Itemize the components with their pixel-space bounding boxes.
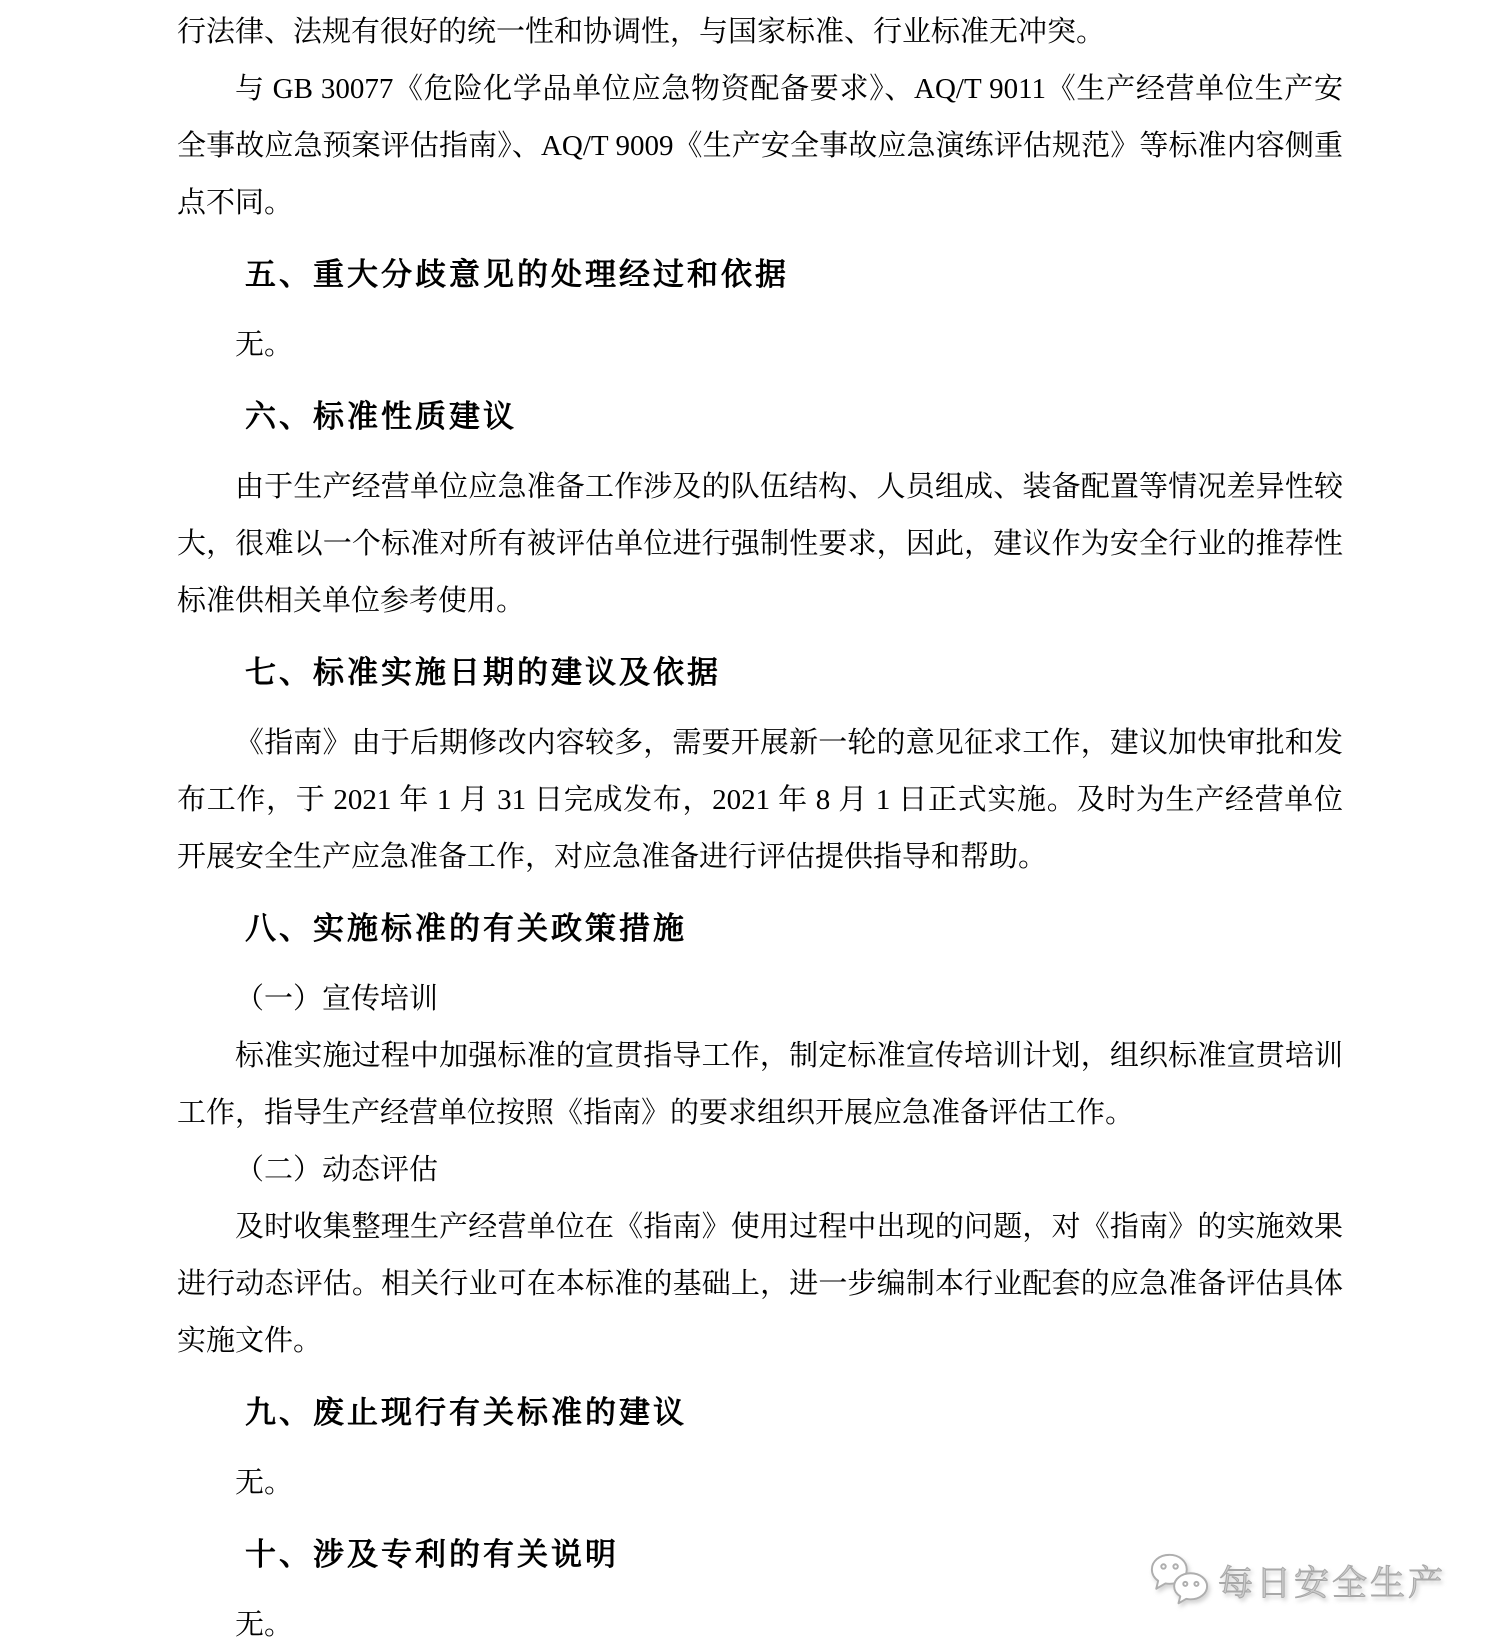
document-body bbox=[177, 4, 1343, 1651]
section-heading-10: 十、涉及专利的有关说明 bbox=[245, 1537, 619, 1572]
paragraph: 无。 bbox=[235, 1609, 294, 1641]
paragraph: 由于生产经营单位应急准备工作涉及的队伍结构、人员组成、装备配置等情况差异性较大，很难以一个标准对所有被评估单位进行强制性要求，因此，建议作为安全行业的推荐性标准供相关单位参考使用。 bbox=[177, 471, 1343, 617]
subsection-heading: （二）动态评估 bbox=[235, 1154, 439, 1186]
subsection-heading: （一）宣传培训 bbox=[235, 983, 439, 1015]
paragraph: 无。 bbox=[235, 329, 294, 361]
watermark-label: 每日安全生产 bbox=[1218, 1564, 1447, 1603]
section-heading-8: 八、实施标准的有关政策措施 bbox=[245, 911, 687, 946]
section-heading-6: 六、标准性质建议 bbox=[245, 399, 517, 434]
section-heading-9: 九、废止现行有关标准的建议 bbox=[245, 1395, 687, 1430]
paragraph: 《指南》由于后期修改内容较多，需要开展新一轮的意见征求工作，建议加快审批和发布工作，于 2021 年 1 月 31 日完成发布，2021 年 8 月 1 日正式实施。及时为生产经营单位开展安全生产应急准备工作，对应急准备进行评估提供指导和帮助。 bbox=[177, 727, 1343, 873]
paragraph: 标准实施过程中加强标准的宣贯指导工作，制定标准宣传培训计划，组织标准宣贯培训工作，指导生产经营单位按照《指南》的要求组织开展应急准备评估工作。 bbox=[177, 1040, 1343, 1129]
paragraph: 及时收集整理生产经营单位在《指南》使用过程中出现的问题，对《指南》的实施效果进行动态评估。相关行业可在本标准的基础上，进一步编制本行业配套的应急准备评估具体实施文件。 bbox=[177, 1211, 1343, 1357]
section-heading-7: 七、标准实施日期的建议及依据 bbox=[245, 655, 721, 690]
paragraph: 无。 bbox=[235, 1467, 294, 1499]
paragraph: 与 GB 30077《危险化学品单位应急物资配备要求》、AQ/T 9011《生产经营单位生产安全事故应急预案评估指南》、AQ/T 9009《生产安全事故应急演练评估规范》等标准内容侧重点不同。 bbox=[177, 73, 1343, 219]
paragraph: 行法律、法规有很好的统一性和协调性，与国家标准、行业标准无冲突。 bbox=[177, 16, 1106, 48]
section-heading-5: 五、重大分歧意见的处理经过和依据 bbox=[245, 257, 789, 292]
